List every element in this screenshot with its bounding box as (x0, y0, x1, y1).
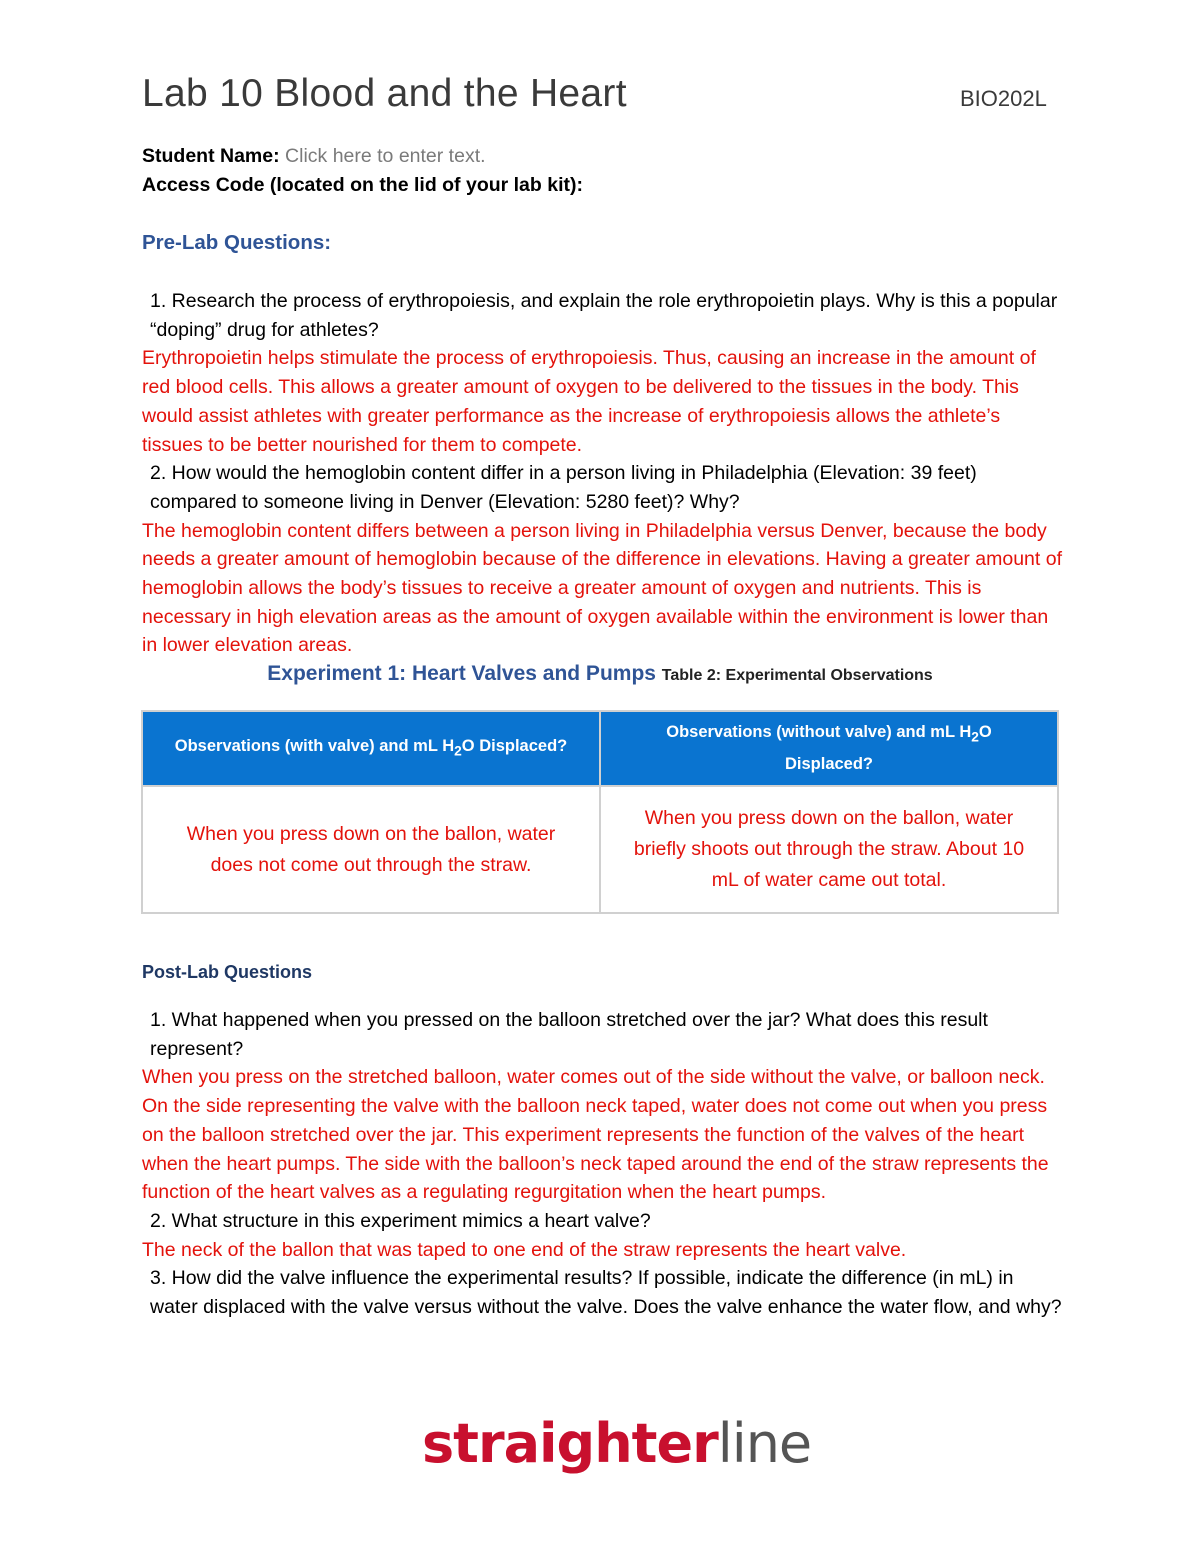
postlab-heading: Post-Lab Questions (142, 962, 313, 982)
experiment-heading (0, 662, 1200, 686)
table-row (142, 786, 1058, 913)
prelab-heading: Pre-Lab Questions: (142, 231, 332, 254)
student-name-field[interactable]: Click here to enter text. (285, 145, 486, 167)
prelab-section (142, 287, 1062, 660)
postlab-answer-2[interactable]: The neck of the ballon that was taped to one end of the straw represents the heart valve. (142, 1238, 907, 1261)
prelab-question-2: 2. How would the hemoglobin content differ in a person living in Philadelphia (Elevation: 39 feet) compared to someone living in Denver (Elevation: 5280 feet)? Why? (150, 462, 977, 513)
straighterline-logo (422, 1412, 811, 1475)
cell-without-valve[interactable]: When you press down on the ballon, water briefly shoots out through the straw. About 10 mL of water came out total. (600, 786, 1058, 913)
prelab-question-1: 1. Research the process of erythropoiesis, and explain the role erythropoietin plays. Why is this a popular “doping” drug for athletes? (150, 290, 1058, 341)
student-name-label: Student Name: (142, 145, 280, 167)
logo-text-secondary: line (717, 1412, 812, 1475)
header-with-valve: Observations (with valve) and mL $H_2O$ Displaced? (142, 711, 600, 786)
logo-text-primary: straighter (422, 1412, 718, 1475)
experiment-title: Experiment 1: Heart Valves and Pumps (267, 662, 656, 685)
course-code: BIO202L (960, 86, 1047, 111)
observations-table (141, 710, 1059, 914)
prelab-answer-1[interactable]: Erythropoietin helps stimulate the process of erythropoiesis. Thus, causing an increase in the amount of red blood cells. This allows a greater amount of oxygen to be delivered to the tissues in the body. This would assist athletes with greater performance as the increase of erythropoiesis allows the athlete’s tissues to be better nourished for them to compete. (142, 347, 1036, 456)
cell-with-valve[interactable]: When you press down on the ballon, water does not come out through the straw. (142, 786, 600, 913)
postlab-question-3: 3. How did the valve influence the experimental results? If possible, indicate the difference (in mL) in water displaced with the valve versus without the valve. Does the valve enhance the water flow, and why? (150, 1267, 1062, 1319)
postlab-section (142, 1006, 1062, 1322)
prelab-answer-2[interactable]: The hemoglobin content differs between a person living in Philadelphia versus Denver, because the body needs a greater amount of hemoglobin because of the difference in elevations. Having a greater amount of hemoglobin allows the body’s tissues to receive a greater amount of oxygen and nutrients. This is necessary in high elevation areas as the amount of oxygen available within the environment is lower than in lower elevation areas. (142, 519, 1062, 657)
page-title: Lab 10 Blood and the Heart (142, 72, 627, 115)
table-caption: Table 2: Experimental Observations (661, 667, 933, 684)
postlab-question-2: 2. What structure in this experiment mimics a heart valve? (150, 1209, 651, 1232)
access-code-label: Access Code (located on the lid of your lab kit): (142, 173, 583, 196)
postlab-question-1: 1. What happened when you pressed on the balloon stretched over the jar? What does this result represent? (150, 1009, 988, 1060)
table-header-row (142, 711, 1058, 786)
postlab-answer-1[interactable]: When you press on the stretched balloon, water comes out of the side without the valve, or balloon neck. On the side representing the valve with the balloon neck taped, water does not come out when you press on the balloon stretched over the jar. This experiment represents the function of the valves of the heart when the heart pumps. The side with the balloon’s neck taped around the end of the straw represents the function of the heart valves as a regulating regurgitation when the heart pumps. (142, 1066, 1049, 1204)
header-without-valve: Observations (without valve) and mL $H_2O$ Displaced? (600, 711, 1058, 786)
student-info (142, 142, 1062, 199)
